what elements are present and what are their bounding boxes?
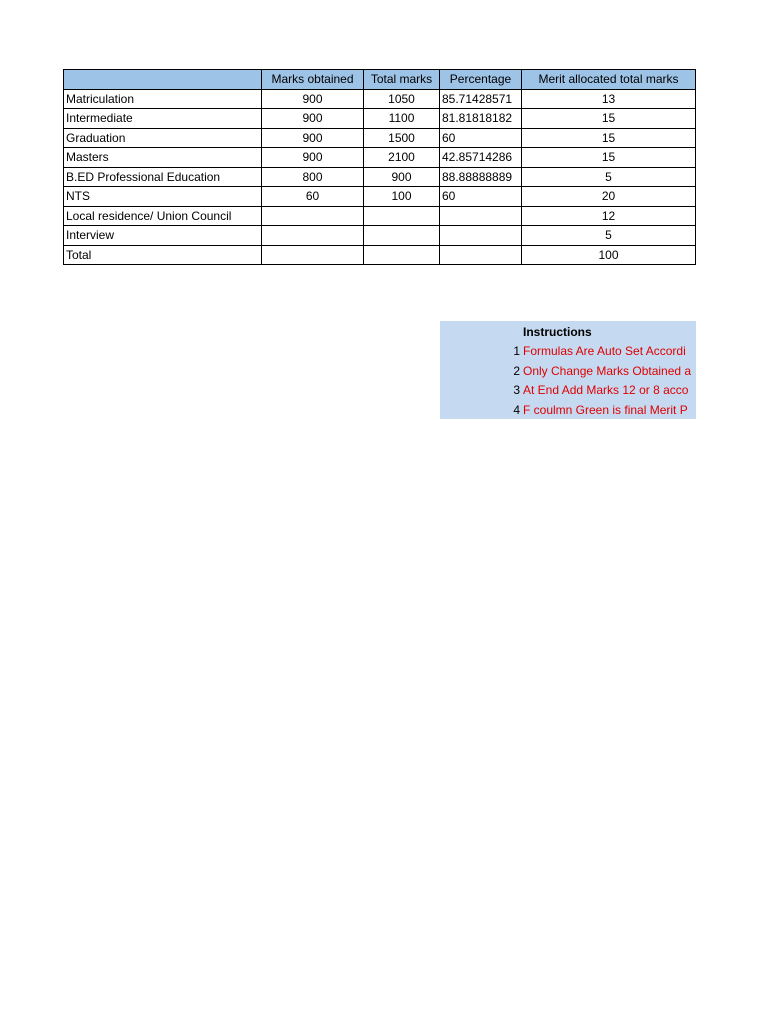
table-row [64, 226, 696, 246]
merit-total-cell[interactable]: 100 [522, 245, 696, 265]
row-label[interactable]: Intermediate [64, 109, 262, 129]
instruction-text[interactable]: Formulas Are Auto Set Accordi [523, 344, 686, 358]
percentage-cell[interactable] [440, 206, 522, 226]
instruction-item [440, 342, 686, 362]
marks-obtained-cell[interactable] [262, 206, 364, 226]
table-row [64, 109, 696, 129]
table-row [64, 128, 696, 148]
instructions-box [440, 321, 696, 419]
merit-cell[interactable]: 12 [522, 206, 696, 226]
marks-obtained-cell[interactable] [262, 226, 364, 246]
marks-obtained-cell[interactable] [262, 245, 364, 265]
header-percentage[interactable]: Percentage [440, 70, 522, 90]
table-row [64, 148, 696, 168]
percentage-cell[interactable]: 60 [440, 128, 522, 148]
total-row [64, 245, 696, 265]
merit-cell[interactable]: 20 [522, 187, 696, 207]
percentage-cell[interactable]: 81.81818182 [440, 109, 522, 129]
merit-calculation-table [63, 69, 696, 265]
marks-obtained-cell[interactable]: 800 [262, 167, 364, 187]
row-label[interactable]: Interview [64, 226, 262, 246]
instruction-number[interactable]: 3 [513, 383, 520, 397]
total-marks-cell[interactable]: 100 [364, 187, 440, 207]
total-marks-cell[interactable]: 2100 [364, 148, 440, 168]
instruction-item [440, 401, 688, 420]
total-marks-cell[interactable] [364, 226, 440, 246]
merit-cell[interactable]: 15 [522, 109, 696, 129]
marks-obtained-cell[interactable]: 900 [262, 148, 364, 168]
table-row [64, 206, 696, 226]
instruction-number[interactable]: 2 [513, 363, 520, 378]
total-marks-cell[interactable] [364, 245, 440, 265]
instruction-item [440, 381, 688, 401]
header-row [64, 70, 696, 90]
header-cell-blank[interactable] [64, 70, 262, 90]
percentage-cell[interactable]: 60 [440, 187, 522, 207]
instruction-number[interactable]: 1 [513, 344, 520, 358]
header-marks-obtained[interactable]: Marks obtained [262, 70, 364, 90]
instruction-text[interactable]: F coulmn Green is final Merit P [523, 402, 688, 417]
merit-cell[interactable]: 15 [522, 128, 696, 148]
percentage-cell[interactable] [440, 245, 522, 265]
instruction-text[interactable]: Only Change Marks Obtained a [523, 363, 692, 378]
percentage-cell[interactable] [440, 226, 522, 246]
instruction-text[interactable]: At End Add Marks 12 or 8 acco [523, 383, 689, 397]
marks-obtained-cell[interactable]: 60 [262, 187, 364, 207]
table-row [64, 187, 696, 207]
row-label[interactable]: Local residence/ Union Council [64, 206, 262, 226]
row-label[interactable]: NTS [64, 187, 262, 207]
percentage-cell[interactable]: 88.88888889 [440, 167, 522, 187]
marks-obtained-cell[interactable]: 900 [262, 128, 364, 148]
marks-obtained-cell[interactable]: 900 [262, 109, 364, 129]
merit-cell[interactable]: 5 [522, 226, 696, 246]
header-total-marks[interactable]: Total marks [364, 70, 440, 90]
table-row [64, 167, 696, 187]
row-label[interactable]: Graduation [64, 128, 262, 148]
total-marks-cell[interactable]: 1500 [364, 128, 440, 148]
instructions-title[interactable]: Instructions [523, 325, 592, 339]
total-label[interactable]: Total [64, 245, 262, 265]
merit-cell[interactable]: 13 [522, 89, 696, 109]
table-row [64, 89, 696, 109]
row-label[interactable]: Masters [64, 148, 262, 168]
merit-cell[interactable]: 5 [522, 167, 696, 187]
marks-obtained-cell[interactable]: 900 [262, 89, 364, 109]
merit-cell[interactable]: 15 [522, 148, 696, 168]
instruction-item [440, 362, 691, 382]
header-merit-allocated[interactable]: Merit allocated total marks [522, 70, 696, 90]
row-label[interactable]: B.ED Professional Education [64, 167, 262, 187]
total-marks-cell[interactable]: 900 [364, 167, 440, 187]
percentage-cell[interactable]: 42.85714286 [440, 148, 522, 168]
row-label[interactable]: Matriculation [64, 89, 262, 109]
total-marks-cell[interactable]: 1100 [364, 109, 440, 129]
instruction-number[interactable]: 4 [513, 402, 520, 417]
total-marks-cell[interactable] [364, 206, 440, 226]
percentage-cell[interactable]: 85.71428571 [440, 89, 522, 109]
total-marks-cell[interactable]: 1050 [364, 89, 440, 109]
